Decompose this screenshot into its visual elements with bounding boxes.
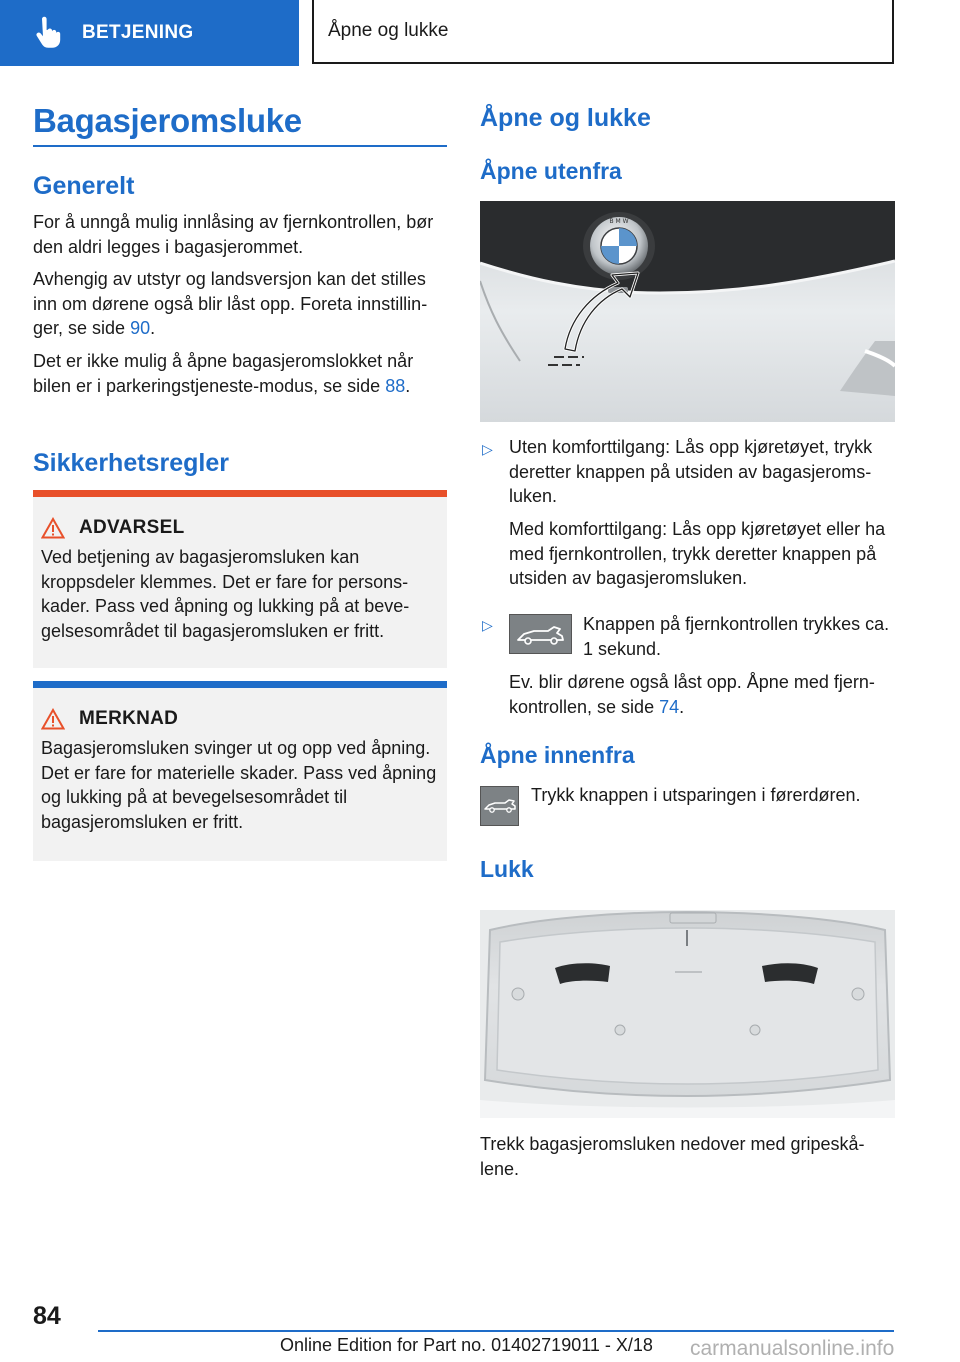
title-divider [33,145,447,147]
bullet-marker: ▷ [482,617,493,633]
generelt-heading: Generelt [33,172,135,200]
paragraph-end: . [679,696,685,717]
bullet-1-text-b: Med komforttilgang: Lås opp kjøretøyet eller ha med fjernkontrollen, trykk deretter knappen på utsiden av bagasjeromsluken. [509,519,886,588]
warning-bar [33,490,447,497]
generelt-paragraph-3 [33,349,447,398]
warning-label: ADVARSEL [79,517,185,538]
trunk-button-photo [480,201,895,422]
note-label: MERKNAD [79,708,179,729]
door-trunk-button-icon [480,786,519,826]
caution-triangle-icon [41,708,65,730]
watermark: carmanualsonline.info [690,1337,895,1360]
open-outside-heading: Åpne utenfra [480,158,622,184]
page-link-88[interactable]: 88 [385,375,406,396]
bullet-2-text-a: Knappen på fjernkontrollen trykkes ca. 1 sekund. [583,614,890,659]
trunk-interior-photo [480,910,895,1118]
footer-edition: Online Edition for Part no. 01402719011 - X/18 [280,1335,653,1355]
page-title: Bagasjeromsluke [33,102,302,139]
note-box [33,681,447,861]
warning-triangle-icon [41,517,65,539]
open-inside-heading: Åpne innenfra [480,742,635,768]
hand-pointer-icon [30,16,64,50]
page-link-74[interactable]: 74 [659,696,680,717]
section-tab[interactable] [0,0,299,66]
generelt-paragraph-2 [33,267,447,341]
chapter-title: Åpne og lukke [312,0,894,64]
bullet-marker: ▷ [482,441,493,457]
section-label: BETJENING [82,22,194,43]
bullet-1-text-a: Uten komforttilgang: Lås opp kjøretøyet, trykk deretter knappen på utsiden av bagasjeromsluken. [509,437,873,506]
note-text: Bagasjeromsluken svinger ut og opp ved åpning. Det er fare for materielle skader. Pass ved åpning og lukking på at bevegelsesområdet til bagasjeromsluken er fritt. [41,738,437,832]
warning-header [41,517,447,539]
bullet-2-text-b [509,670,896,719]
warning-box [33,490,447,668]
car-trunk-icon [481,787,518,825]
note-bar [33,681,447,688]
paragraph-text: Det er ikke mulig å åpne bagasjeromslokket når bilen er i parkeringstjeneste-modus, se side [33,351,414,396]
section-heading: Åpne og lukke [480,104,651,132]
trunk-interior-illustration [480,910,895,1118]
note-header [41,708,447,730]
page-number: 84 [33,1302,61,1330]
paragraph-text: Avhengig av utstyr og landsversjon kan det stilles inn om dørene også blir låst opp. Foreta innstillinger, se side [33,269,428,338]
open-inside-text: Trykk knappen i utsparingen i førerdøren. [531,785,861,805]
warning-text: Ved betjening av bagasjeromsluken kan kroppsdeler klemmes. Det er fare for personskader. Pass ved åpning og lukking på at bevegelsesområdet til bagasjeromsluken er fritt. [41,547,410,641]
paragraph-end: . [150,318,156,338]
car-trunk-icon [510,615,571,653]
logo-text: B M W [609,218,629,225]
trunk-button-illustration [480,201,895,422]
close-heading: Lukk [480,856,534,882]
generelt-paragraph-1: For å unngå mulig innlåsing av fjernkontrollen, bør den aldri legges i bagasjerommet. [33,212,434,257]
safety-heading: Sikkerhetsregler [33,449,229,477]
paragraph-text: Ev. blir dørene også låst opp. Åpne med fjernkontrollen, se side [509,672,875,717]
page-link-90[interactable]: 90 [130,318,151,338]
remote-trunk-button-icon [509,614,572,654]
close-text: Trekk bagasjeromsluken nedover med gripeskålene. [480,1134,865,1179]
paragraph-end: . [405,375,411,396]
footer-divider [98,1330,894,1332]
